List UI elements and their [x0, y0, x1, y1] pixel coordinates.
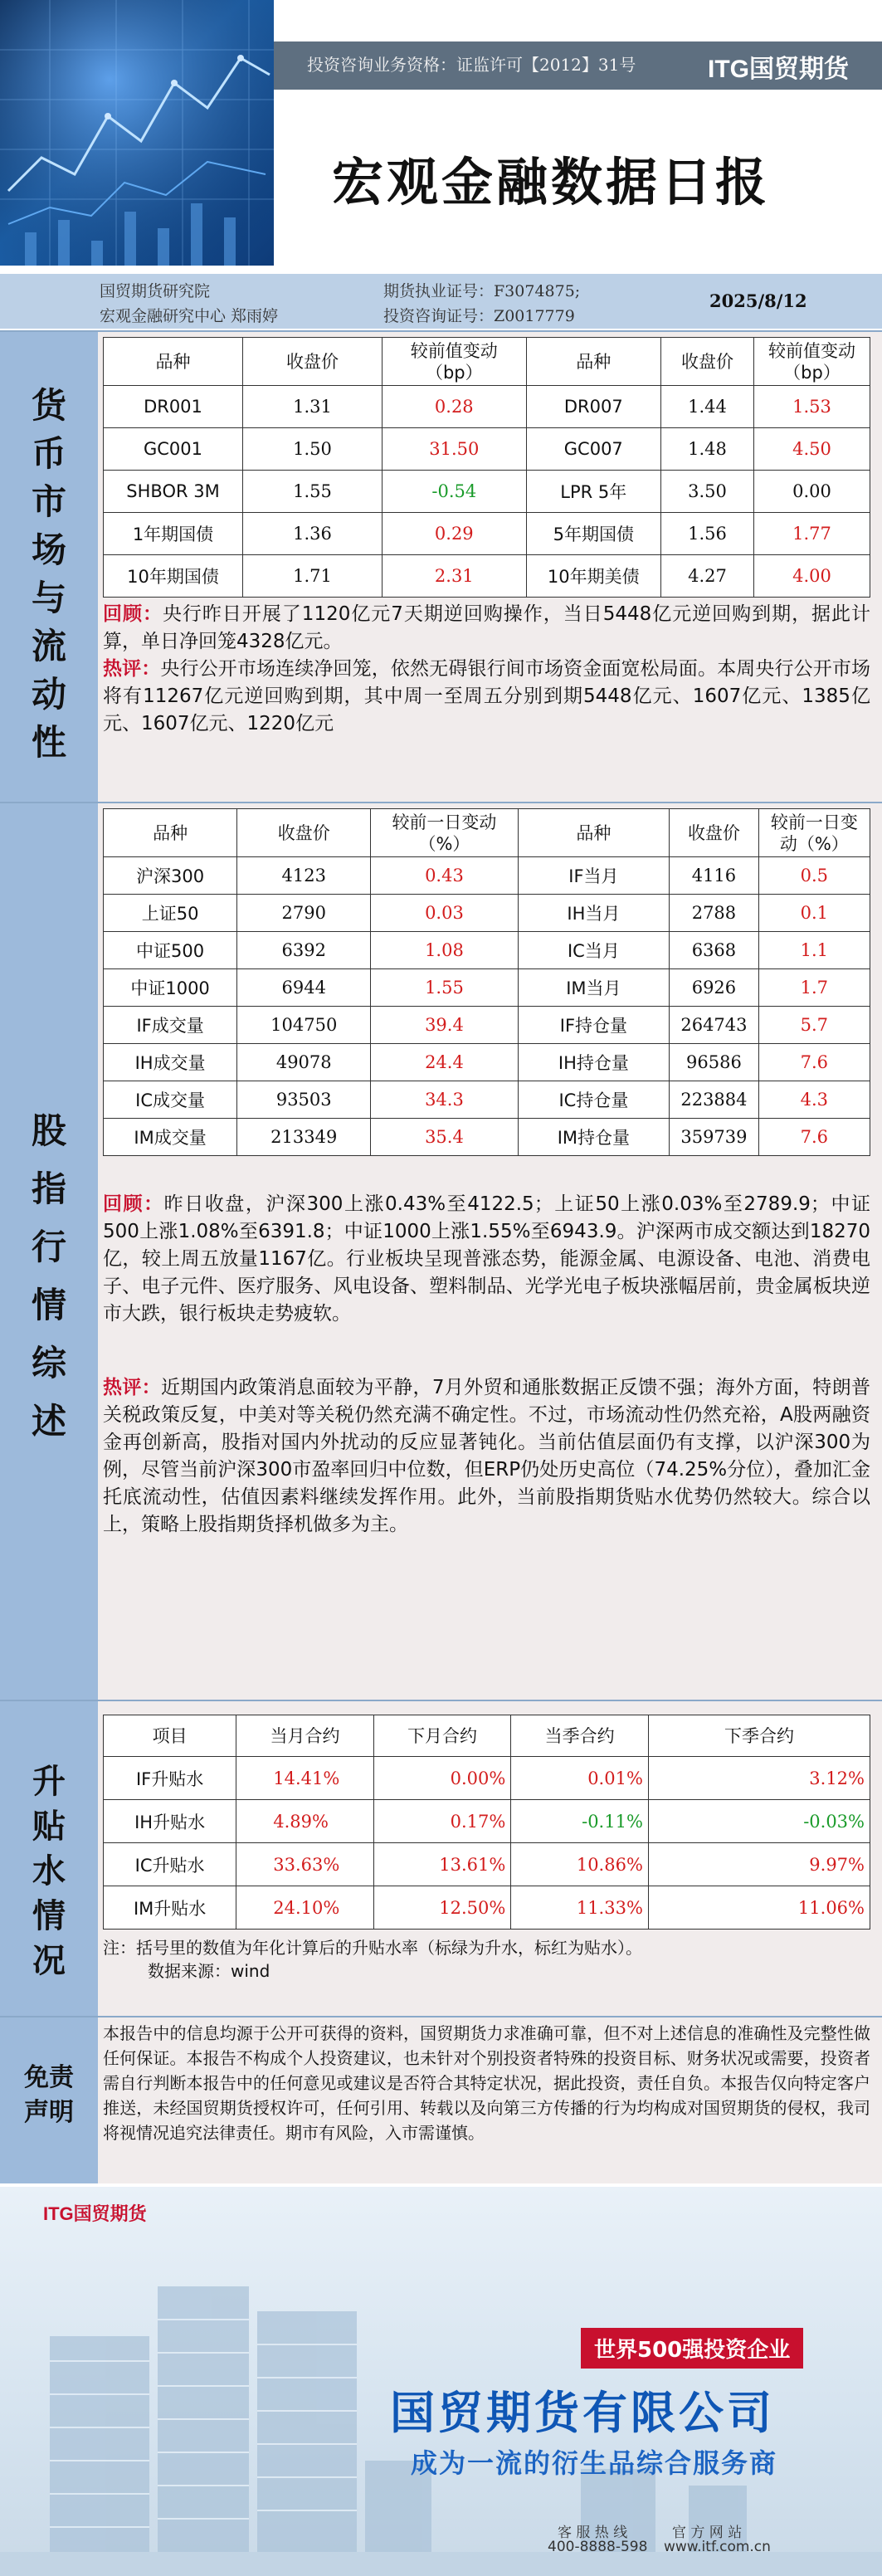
close-value: 1.50: [243, 428, 383, 471]
close-value: 6368: [670, 932, 758, 969]
close-value: 359739: [670, 1119, 758, 1156]
close-value: 1.48: [660, 428, 753, 471]
table-row: [104, 428, 870, 471]
basis-item: IM升贴水: [104, 1886, 236, 1930]
stock-index-review: [103, 1191, 870, 1328]
column-header: 当季合约: [511, 1715, 649, 1757]
change-value: 31.50: [383, 428, 527, 471]
table-row: [104, 555, 870, 598]
instrument-name: 10年期国债: [104, 555, 243, 598]
disclaimer-side: [0, 2017, 98, 2183]
current-month-basis: 24.10%: [236, 1886, 374, 1930]
side-label-char: 货: [31, 385, 66, 426]
instrument-name: GC007: [526, 428, 660, 471]
column-header: 项目: [104, 1715, 236, 1757]
change-value: 4.00: [753, 555, 870, 598]
close-value: 3.50: [660, 471, 753, 513]
table-row: [104, 1757, 870, 1800]
instrument-name: IC持仓量: [518, 1081, 670, 1119]
qualification-text: 投资咨询业务资格：证监许可【2012】31号: [307, 55, 636, 75]
data-source: 数据来源：wind: [148, 1961, 270, 1981]
comment-tag: 热评：: [103, 658, 161, 680]
page-title: 宏观金融数据日报: [332, 152, 771, 212]
stock-index-table: [103, 808, 870, 1156]
close-value: 6926: [670, 969, 758, 1007]
comment-tag: 热评：: [103, 1377, 162, 1398]
close-value: 1.31: [243, 386, 383, 428]
next-month-basis: 13.61%: [373, 1843, 511, 1886]
close-value: 104750: [237, 1007, 371, 1044]
instrument-name: SHBOR 3M: [104, 471, 243, 513]
close-value: 96586: [670, 1044, 758, 1081]
current-month-basis: 33.63%: [236, 1843, 374, 1886]
side-label-char: 场: [31, 529, 66, 570]
close-value: 1.44: [660, 386, 753, 428]
change-value: 24.4: [371, 1044, 518, 1081]
close-value: 264743: [670, 1007, 758, 1044]
next-month-basis: 0.00%: [373, 1757, 511, 1800]
instrument-name: IM成交量: [104, 1119, 237, 1156]
side-label-char: 免责: [24, 2063, 74, 2092]
change-value: 1.08: [371, 932, 518, 969]
instrument-name: IH持仓量: [518, 1044, 670, 1081]
side-label-char: 性: [31, 722, 66, 763]
column-header: 下月合约: [373, 1715, 511, 1757]
table-row: [104, 1800, 870, 1843]
close-value: 2788: [670, 895, 758, 932]
basis-item: IC升贴水: [104, 1843, 236, 1886]
column-header: 品种: [526, 338, 660, 386]
change-value: 4.50: [753, 428, 870, 471]
instrument-name: GC001: [104, 428, 243, 471]
change-value: 0.00: [753, 471, 870, 513]
change-value: 0.29: [383, 513, 527, 555]
close-value: 93503: [237, 1081, 371, 1119]
instrument-name: 10年期美债: [526, 555, 660, 598]
change-value: 0.5: [758, 857, 870, 895]
close-value: 6392: [237, 932, 371, 969]
change-value: 1.7: [758, 969, 870, 1007]
next-quarter-basis: -0.03%: [648, 1800, 870, 1843]
close-value: 49078: [237, 1044, 371, 1081]
current-quarter-basis: 0.01%: [511, 1757, 649, 1800]
company-slogan: 成为一流的衍生品综合服务商: [411, 2447, 778, 2479]
current-month-basis: 14.41%: [236, 1757, 374, 1800]
change-value: 0.28: [383, 386, 527, 428]
close-value: 223884: [670, 1081, 758, 1119]
next-quarter-basis: 11.06%: [648, 1886, 870, 1930]
money-market-section: [0, 330, 882, 802]
disclaimer-section: [0, 2016, 882, 2183]
side-label-char: 升: [32, 1763, 66, 1801]
side-label-char: 流: [31, 626, 66, 666]
change-value: 0.1: [758, 895, 870, 932]
stock-index-comment: [103, 1374, 870, 1539]
basis-item: IH升贴水: [104, 1800, 236, 1843]
research-center-author: 宏观金融研究中心 郑雨婷: [100, 307, 279, 325]
table-row: [104, 471, 870, 513]
institute-name: 国贸期货研究院: [100, 282, 211, 300]
fortune500-badge: 世界500强投资企业: [581, 2328, 803, 2369]
close-value: 1.56: [660, 513, 753, 555]
instrument-name: IF成交量: [104, 1007, 237, 1044]
column-header: 较前一日变 动（%）: [758, 809, 870, 857]
website-url: www.itf.com.cn: [664, 2539, 771, 2555]
basis-table: [103, 1715, 870, 1930]
instrument-name: IC当月: [518, 932, 670, 969]
column-header: 较前一日变动 （%）: [371, 809, 518, 857]
instrument-name: DR007: [526, 386, 660, 428]
table-row: [104, 513, 870, 555]
instrument-name: 沪深300: [104, 857, 237, 895]
table-row: [104, 932, 870, 969]
side-label-char: 行: [31, 1227, 66, 1267]
side-label-char: 综: [31, 1343, 66, 1383]
basis-section: [0, 1700, 882, 2017]
futures-license: 期货执业证号：F3074875;: [383, 282, 581, 300]
change-value: 0.43: [371, 857, 518, 895]
report-date: 2025/8/12: [709, 290, 807, 311]
side-label-char: 币: [31, 433, 66, 474]
stock-index-section: [0, 802, 882, 1700]
instrument-name: IM当月: [518, 969, 670, 1007]
change-value: 4.3: [758, 1081, 870, 1119]
side-label-char: 情: [31, 1285, 66, 1325]
current-quarter-basis: 10.86%: [511, 1843, 649, 1886]
instrument-name: 1年期国债: [104, 513, 243, 555]
disclaimer-text: 本报告中的信息均源于公开可获得的资料，国贸期货力求准确可靠，但不对上述信息的准确性及完整性做任何保证。本报告不构成个人投资建议，也未针对个别投资者特殊的投资目标、财务状况或需要，投资者需自行判断本报告中的任何意见或建议是否符合其特定状况，据此投资，责任自负。本报告仅向特定客户推送，未经国贸期货授权许可，任何引用、转载以及向第三方传播的行为均构成对国贸期货的侵权，我司将视情况追究法律责任。期市有风险，入市需谨慎。: [103, 2023, 870, 2143]
table-row: [104, 1843, 870, 1886]
side-label-char: 贴: [32, 1808, 66, 1846]
money-market-side: [0, 332, 98, 802]
review-tag: 回顾：: [103, 603, 163, 625]
column-header: 较前值变动 （bp）: [753, 338, 870, 386]
instrument-name: DR001: [104, 386, 243, 428]
column-header: 收盘价: [660, 338, 753, 386]
current-quarter-basis: 11.33%: [511, 1886, 649, 1930]
column-header: 品种: [104, 809, 237, 857]
author-meta-bar: [0, 274, 882, 329]
instrument-name: IF当月: [518, 857, 670, 895]
brand-logo: ITG国贸期货: [708, 56, 849, 83]
instrument-name: 中证1000: [104, 969, 237, 1007]
instrument-name: IM持仓量: [518, 1119, 670, 1156]
close-value: 2790: [237, 895, 371, 932]
table-row: [104, 386, 870, 428]
table-row: [104, 969, 870, 1007]
instrument-name: IH当月: [518, 895, 670, 932]
table-row: [104, 1044, 870, 1081]
hotline-label: 客 服 热 线: [558, 2525, 628, 2541]
instrument-name: IC成交量: [104, 1081, 237, 1119]
instrument-name: IH成交量: [104, 1044, 237, 1081]
footer-logo: ITG国贸期货: [43, 2203, 147, 2224]
advisory-license: 投资咨询证号：Z0017779: [383, 307, 575, 325]
change-value: 5.7: [758, 1007, 870, 1044]
change-value: 7.6: [758, 1044, 870, 1081]
instrument-name: IF持仓量: [518, 1007, 670, 1044]
table-row: [104, 1886, 870, 1930]
side-label-char: 指: [31, 1168, 66, 1209]
basis-side: [0, 1701, 98, 2017]
column-header: 较前值变动 （bp）: [383, 338, 527, 386]
current-quarter-basis: -0.11%: [511, 1800, 649, 1843]
change-value: 7.6: [758, 1119, 870, 1156]
instrument-name: LPR 5年: [526, 471, 660, 513]
side-label-char: 与: [31, 578, 66, 618]
change-value: 1.53: [753, 386, 870, 428]
close-value: 213349: [237, 1119, 371, 1156]
side-label-char: 况: [32, 1942, 66, 1980]
table-row: [104, 1007, 870, 1044]
table-row: [104, 1081, 870, 1119]
change-value: 35.4: [371, 1119, 518, 1156]
table-row: [104, 857, 870, 895]
close-value: 1.55: [243, 471, 383, 513]
basis-item: IF升贴水: [104, 1757, 236, 1800]
side-label-char: 声明: [24, 2098, 74, 2127]
review-text: 央行昨日开展了1120亿元7天期逆回购操作，当日5448亿元逆回购到期，据此计算，单日净回笼4328亿元。: [103, 603, 871, 652]
instrument-name: 中证500: [104, 932, 237, 969]
next-month-basis: 0.17%: [373, 1800, 511, 1843]
column-header: 收盘价: [243, 338, 383, 386]
next-month-basis: 12.50%: [373, 1886, 511, 1930]
close-value: 1.36: [243, 513, 383, 555]
column-header: 收盘价: [237, 809, 371, 857]
comment-text: 央行公开市场连续净回笼，依然无碍银行间市场资金面宽松局面。本周央行公开市场将有11267亿元逆回购到期，其中周一至周五分别到期5448亿元、1607亿元、1385亿元、1607亿元、1220亿元: [103, 658, 871, 734]
side-label-char: 水: [32, 1852, 66, 1891]
report-header: [0, 0, 882, 274]
close-value: 4116: [670, 857, 758, 895]
review-text: 昨日收盘，沪深300上涨0.43%至4122.5；上证50上涨0.03%至2789.9；中证500上涨1.08%至6391.8；中证1000上涨1.55%至6943.9。沪深两市成交额达到18270亿，较上周五放量1167亿。行业板块呈现普涨态势，能源金属、电源设备、电池、消费电子、电子元件、医疗服务、风电设备、塑料制品、光学光电子板块涨幅居前，贵金属板块逆市大跌，银行板块走势疲软。: [103, 1193, 870, 1325]
column-header: 当月合约: [236, 1715, 374, 1757]
basis-note: 注：括号里的数值为年化计算后的升贴水率（标绿为升水，标红为贴水）。: [103, 1938, 642, 1958]
change-value: 1.1: [758, 932, 870, 969]
table-row: [104, 1119, 870, 1156]
comment-text: 近期国内政策消息面较为平静，7月外贸和通胀数据正反馈不强；海外方面，特朗普关税政策反复，中美对等关税仍然充满不确定性。不过，市场流动性仍然充裕，A股两融资金再创新高，股指对国内外扰动的反应显著钝化。当前估值层面仍有支撑，以沪深300为例，尽管当前沪深300市盈率回归中位数，但ERP仍处历史高位（74.25%分位），叠加汇金托底流动性，估值因素料继续发挥作用。此外，当前股指期货贴水优势仍然较大。综合以上，策略上股指期货择机做多为主。: [103, 1377, 870, 1535]
close-value: 6944: [237, 969, 371, 1007]
change-value: -0.54: [383, 471, 527, 513]
side-label-char: 情: [32, 1897, 66, 1935]
hotline-number: 400-8888-598: [548, 2539, 648, 2555]
website-label: 官 方 网 站: [672, 2525, 743, 2541]
money-market-table: [103, 337, 870, 598]
money-market-review: [103, 601, 870, 738]
close-value: 4.27: [660, 555, 753, 598]
column-header: 下季合约: [648, 1715, 870, 1757]
change-value: 39.4: [371, 1007, 518, 1044]
column-header: 收盘价: [670, 809, 758, 857]
side-label-char: 述: [31, 1401, 66, 1442]
table-row: [104, 895, 870, 932]
next-quarter-basis: 9.97%: [648, 1843, 870, 1886]
side-label-char: 动: [31, 674, 66, 715]
instrument-name: 上证50: [104, 895, 237, 932]
company-banner: [0, 2187, 882, 2576]
close-value: 4123: [237, 857, 371, 895]
column-header: 品种: [518, 809, 670, 857]
close-value: 1.71: [243, 555, 383, 598]
change-value: 1.77: [753, 513, 870, 555]
instrument-name: 5年期国债: [526, 513, 660, 555]
change-value: 1.55: [371, 969, 518, 1007]
column-header: 品种: [104, 338, 243, 386]
change-value: 0.03: [371, 895, 518, 932]
next-quarter-basis: 3.12%: [648, 1757, 870, 1800]
change-value: 34.3: [371, 1081, 518, 1119]
company-name: 国贸期货有限公司: [390, 2387, 775, 2439]
review-tag: 回顾：: [103, 1193, 164, 1215]
change-value: 2.31: [383, 555, 527, 598]
side-label-char: 股: [31, 1110, 66, 1151]
current-month-basis: 4.89%: [236, 1800, 374, 1843]
header-financial-image: [0, 0, 274, 266]
stock-index-side: [0, 803, 98, 1700]
side-label-char: 市: [31, 481, 66, 522]
